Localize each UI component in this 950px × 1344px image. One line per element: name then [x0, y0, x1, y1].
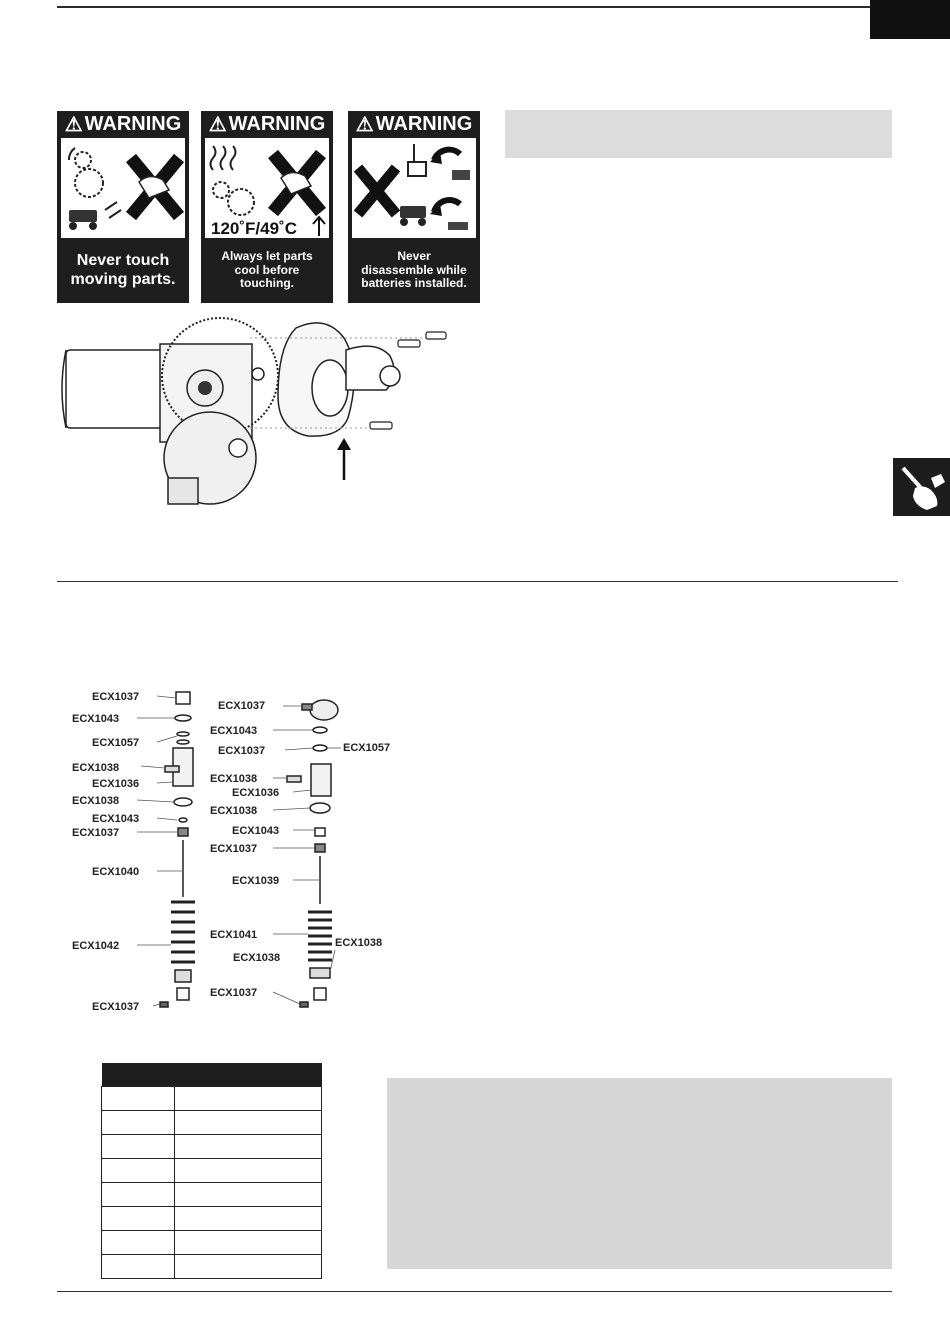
table-row: [102, 1087, 322, 1111]
part-label: ECX1042: [72, 940, 120, 952]
part-label: ECX1037: [72, 827, 120, 839]
warning-caption-line: moving parts.: [70, 270, 176, 288]
warning-caption-line: Never: [397, 248, 431, 263]
top-rule: [57, 6, 897, 8]
warning-caption-line: Never touch: [76, 252, 170, 270]
note-panel: [387, 1078, 892, 1269]
part-label: ECX1037: [218, 700, 266, 712]
part-label: ECX1043: [232, 825, 280, 837]
warning-caption-line: disassemble while: [361, 262, 467, 277]
parts-table: [101, 1063, 322, 1279]
part-label: ECX1037: [92, 691, 140, 703]
warning-heading: WARNING: [375, 113, 473, 135]
warning-panel-batteries: [348, 111, 480, 303]
part-label: ECX1057: [92, 737, 140, 749]
table-row: [102, 1255, 322, 1279]
warning-panel-moving-parts: [57, 111, 189, 303]
part-label: ECX1038: [210, 805, 258, 817]
battery-removal-pictogram: [352, 138, 476, 238]
table-row: [102, 1207, 322, 1231]
warning-caption-line: Always let parts: [221, 248, 313, 263]
table-row: [102, 1231, 322, 1255]
part-label: ECX1037: [218, 745, 266, 757]
warning-heading: WARNING: [228, 113, 326, 135]
table-header-row: [102, 1063, 322, 1087]
table-row: [102, 1159, 322, 1183]
warning-caption-line: touching.: [240, 276, 294, 291]
part-label: ECX1038: [233, 952, 281, 964]
part-label: ECX1037: [92, 1001, 140, 1013]
section-heading-bar: [505, 110, 892, 158]
part-label: ECX1039: [232, 875, 280, 887]
warning-panel-hot-parts: [201, 111, 333, 303]
part-label: ECX1038: [72, 795, 120, 807]
warning-triangle-icon: ⚠: [208, 114, 227, 136]
screwdriver-hand-icon: [893, 458, 950, 516]
part-label: ECX1037: [210, 987, 258, 999]
table-row: [102, 1183, 322, 1207]
moving-parts-pictogram: [61, 138, 185, 238]
part-label: ECX1057: [343, 742, 391, 754]
part-label: ECX1036: [92, 778, 140, 790]
part-label: ECX1037: [210, 843, 258, 855]
gear-cover-illustration: [60, 308, 460, 513]
part-label: ECX1038: [210, 773, 258, 785]
warning-heading: WARNING: [84, 113, 182, 135]
warning-caption-line: batteries installed.: [361, 276, 467, 291]
section-tab: [870, 0, 950, 39]
section-divider: [57, 581, 898, 582]
part-label: ECX1040: [92, 866, 140, 878]
part-label: ECX1041: [210, 929, 258, 941]
part-label: ECX1043: [72, 713, 120, 725]
table-row: [102, 1111, 322, 1135]
hot-parts-pictogram: [205, 138, 329, 238]
table-row: [102, 1135, 322, 1159]
part-label: ECX1043: [92, 813, 140, 825]
part-label: ECX1036: [232, 787, 280, 799]
temperature-label: 120˚F/49˚C: [211, 219, 297, 238]
footer-rule: [57, 1291, 892, 1292]
warning-caption-line: cool before: [234, 262, 300, 277]
part-label: ECX1038: [72, 762, 120, 774]
warning-triangle-icon: ⚠: [355, 114, 374, 136]
warning-triangle-icon: ⚠: [64, 114, 83, 136]
tools-section-tab: [893, 458, 950, 516]
part-label: ECX1043: [210, 725, 258, 737]
part-label: ECX1038: [335, 937, 383, 949]
shock-exploded-diagram: [65, 672, 410, 1020]
